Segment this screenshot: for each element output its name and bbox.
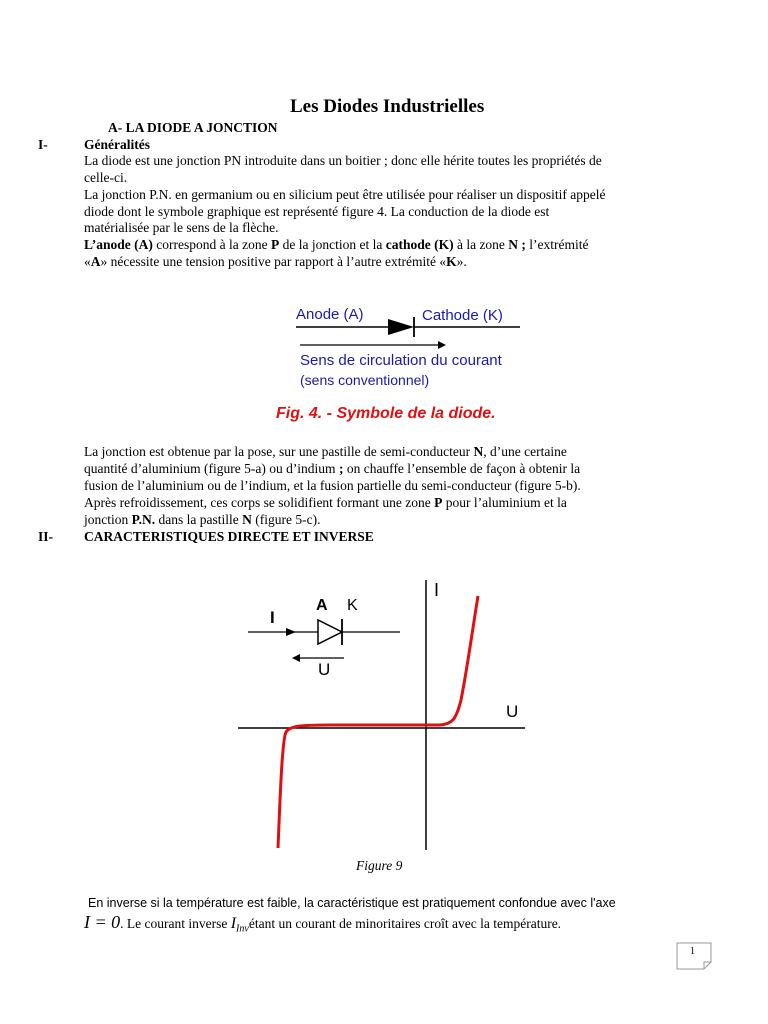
para1-line2: celle-ci.	[84, 170, 128, 185]
fig4-caption: Fig. 4. - Symbole de la diode.	[276, 405, 496, 422]
para2-text: » nécessite une tension positive par rapport à l’autre extrémité «	[100, 254, 447, 269]
zone-n: N ;	[508, 237, 526, 252]
fig4-anode-label: Anode (A)	[296, 306, 364, 323]
para2-text: à la zone	[453, 237, 509, 252]
fig4-sens-line1: Sens de circulation du courant	[300, 352, 502, 369]
anode-term: L’anode	[84, 237, 131, 252]
fig9-voltage-label: U	[318, 660, 331, 679]
cathode-term: cathode	[385, 237, 431, 252]
quote-open: «	[84, 254, 91, 269]
fig9-cathode-label: K	[347, 597, 358, 614]
section-a-heading: A- LA DIODE A JONCTION	[108, 120, 278, 135]
section-ii-number: II-	[38, 529, 54, 544]
para2-line1	[84, 237, 589, 253]
diode-triangle-icon	[388, 319, 414, 335]
para4-line2	[84, 912, 561, 936]
section-i-heading: Généralités	[84, 137, 150, 152]
current-arrow-icon	[286, 628, 296, 636]
fig9-diode-icon	[318, 620, 342, 644]
para3-line4: Après refroidissement, ces corps se solidifient formant une zone P pour l’aluminium et la	[84, 495, 567, 510]
fig4-cathode-label: Cathode (K)	[422, 307, 503, 324]
para2-text: correspond à la zone	[152, 237, 271, 252]
para1-line1: La diode est une jonction PN introduite dans un boitier ; donc elle hérite toutes les propriétés de	[84, 153, 602, 168]
fig9-axis-u-label: U	[506, 702, 519, 721]
characteristic-curve	[278, 596, 478, 848]
para3-line2: quantité d’aluminium (figure 5-a) ou d’indium ; on chauffe l’ensemble de façon à obtenir la	[84, 461, 581, 476]
zone-p: P	[270, 237, 280, 252]
page-title: Les Diodes Industrielles	[290, 96, 485, 117]
section-i-number: I-	[38, 137, 48, 152]
fig9-anode-label: A	[316, 597, 328, 614]
para1-line4: diode dont le symbole graphique est représenté figure 4. La conduction de la diode est	[84, 204, 550, 219]
fig9-axis-i-label: I	[434, 580, 440, 600]
fig9-caption: Figure 9	[356, 858, 403, 873]
para4-text: étant un courant de minoritaires croît avec la température.	[248, 916, 562, 931]
para2-text: l’extrémité	[525, 237, 589, 252]
section-ii-heading: CARACTERISTIQUES DIRECTE ET INVERSE	[84, 529, 374, 544]
para3-line3: fusion de l’aluminium ou de l’indium, et la fusion partielle du semi-conducteur (figure 5-b).	[84, 478, 581, 493]
math-i-equals-zero: I = 0	[84, 912, 121, 932]
math-i-inv: $I_{Inv}$	[230, 915, 249, 935]
anode-mark: (A)	[134, 237, 153, 252]
fig9-current-label: I	[270, 608, 275, 627]
para1-line5: matérialisée par le sens de la flèche.	[84, 220, 279, 235]
para1-line3: La jonction P.N. en germanium ou en silicium peut être utilisée pour réaliser un dispositif appelé	[84, 187, 606, 202]
diode-characteristic-figure	[0, 570, 768, 860]
page-number: 1	[690, 946, 695, 957]
para2-text: de la jonction et la	[279, 237, 386, 252]
para3-line1: La jonction est obtenue par la pose, sur une pastille de semi-conducteur N, d’une certaine	[84, 444, 567, 459]
para3-line5: jonction P.N. dans la pastille N (figure 5-c).	[84, 512, 321, 527]
para2-line2	[84, 254, 467, 270]
quote-close: ».	[456, 254, 467, 269]
cathode-letter: K	[446, 254, 457, 269]
anode-letter: A	[90, 254, 101, 269]
cathode-mark: (K)	[434, 237, 454, 252]
para4-line1: En inverse si la température est faible, la caractéristique est pratiquement confondue avec l'axe	[88, 896, 616, 910]
para4-text: . Le courant inverse	[120, 916, 231, 931]
fig4-sens-line2: (sens conventionnel)	[300, 372, 430, 388]
